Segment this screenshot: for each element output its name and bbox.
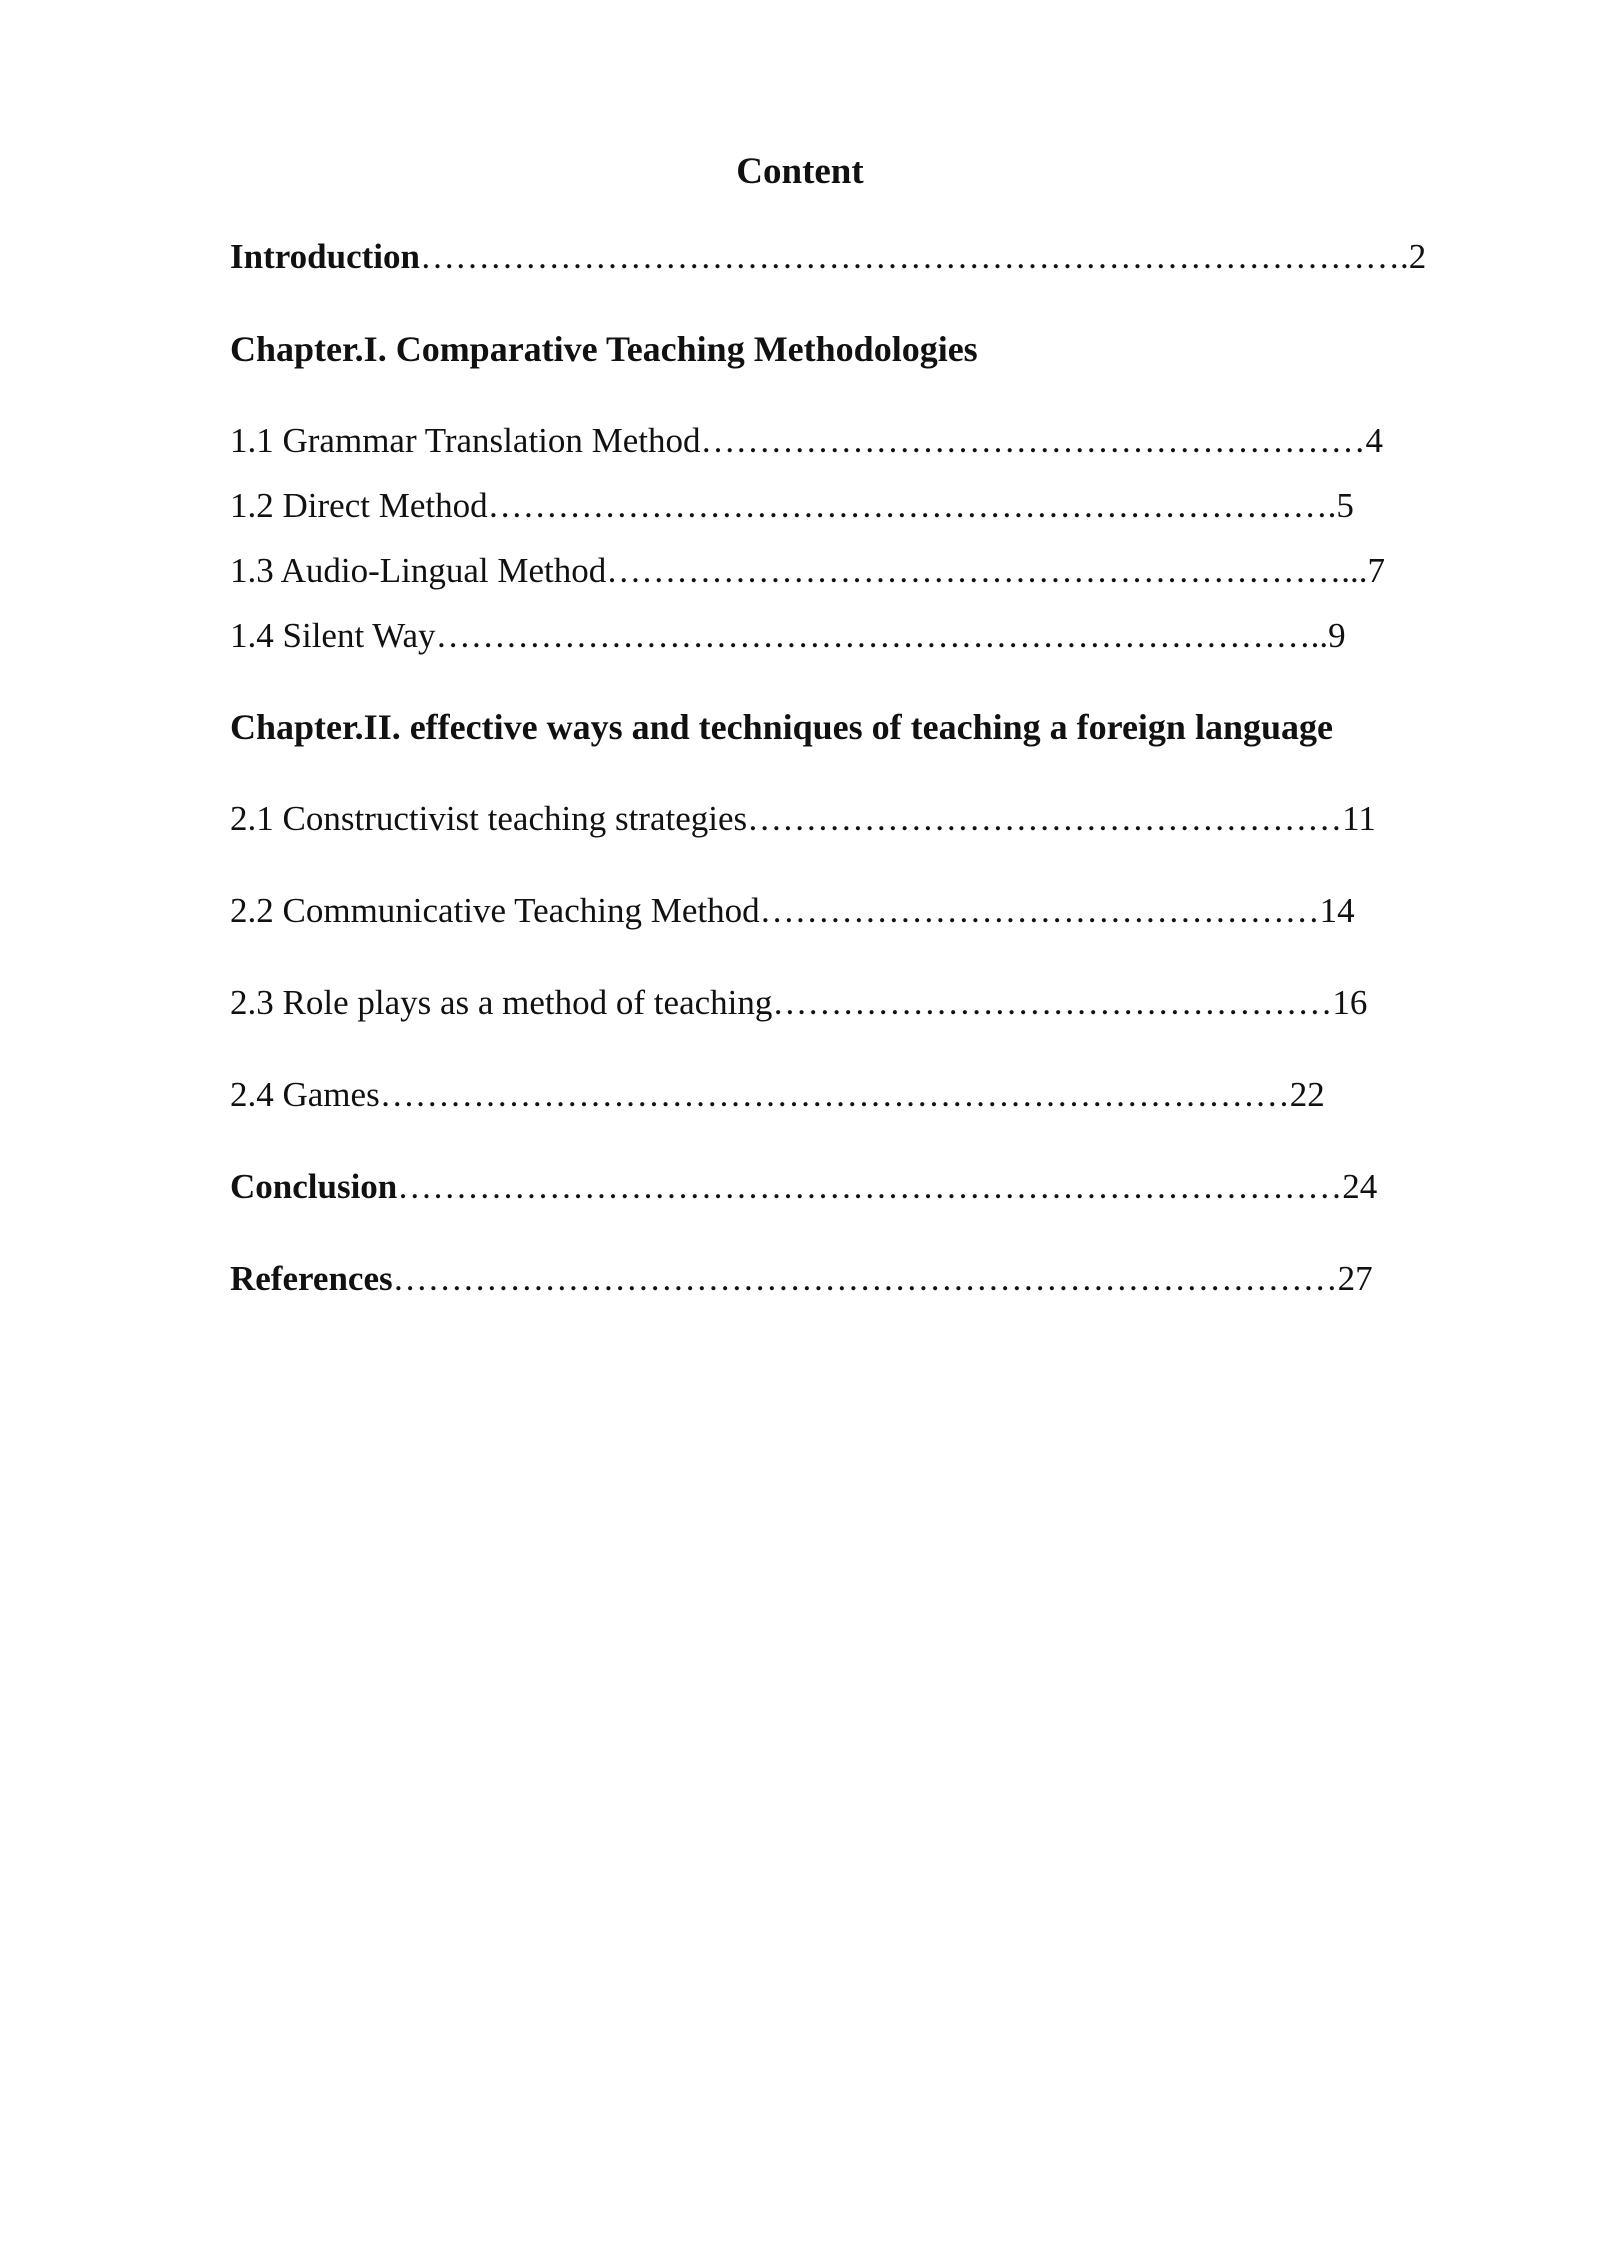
- toc-page-number: 4: [1365, 421, 1384, 460]
- toc-entry-1-2[interactable]: [230, 485, 1354, 527]
- toc-entry-2-3[interactable]: [230, 982, 1367, 1024]
- toc-leader-dots: ………………………………………………………………………: [397, 1167, 1343, 1206]
- toc-leader-dots: ………………………………………………………………………….: [419, 237, 1409, 276]
- toc-entry-label: 1.1 Grammar Translation Method: [230, 421, 701, 460]
- toc-leader-dots: ……………………………………………: [747, 799, 1343, 838]
- toc-entry-conclusion[interactable]: [230, 1166, 1377, 1208]
- page-title: Content: [736, 151, 864, 192]
- toc-page-number: 7: [1367, 551, 1385, 590]
- toc-leader-dots: ……………………………………………………………………: [379, 1075, 1290, 1114]
- toc-entry-label: Conclusion: [230, 1167, 398, 1206]
- toc-entry-label: References: [230, 1259, 393, 1298]
- toc-leader-dots: ………………………………………………………...: [606, 551, 1368, 590]
- toc-entry-label: 2.1 Constructivist teaching strategies: [230, 799, 748, 838]
- toc-page-number: 22: [1289, 1075, 1325, 1114]
- toc-page-number: 11: [1342, 799, 1376, 838]
- toc-entry-introduction[interactable]: [230, 236, 1426, 278]
- toc-entry-2-1[interactable]: [230, 798, 1376, 840]
- toc-page-number: 9: [1328, 616, 1346, 655]
- toc-entry-2-4[interactable]: [230, 1074, 1325, 1116]
- toc-page-number: 5: [1336, 486, 1354, 525]
- toc-entry-1-1[interactable]: [230, 420, 1383, 462]
- toc-leader-dots: …………………………………………………………………..: [435, 616, 1329, 655]
- toc-entry-label: 2.4 Games: [230, 1075, 380, 1114]
- toc-entry-2-2[interactable]: [230, 890, 1355, 932]
- toc-entry-1-4[interactable]: [230, 615, 1346, 657]
- toc-page-number: 2: [1408, 237, 1427, 276]
- toc-leader-dots: ……………………………………………………………….: [487, 486, 1337, 525]
- chapter-2-heading: Chapter.II. effective ways and techniques of teaching a foreign language: [230, 707, 1333, 747]
- toc-entry-label: 2.2 Communicative Teaching Method: [230, 891, 760, 930]
- toc-page-number: 16: [1332, 983, 1368, 1022]
- toc-leader-dots: …………………………………………: [772, 983, 1333, 1022]
- toc-entry-label: 1.2 Direct Method: [230, 486, 488, 525]
- toc-entry-1-3[interactable]: [230, 550, 1385, 592]
- toc-entry-label: Introduction: [230, 237, 420, 276]
- toc-leader-dots: ………………………………………………………………………: [392, 1259, 1338, 1298]
- toc-entry-label: 1.3 Audio-Lingual Method: [230, 551, 607, 590]
- toc-entry-label: 1.4 Silent Way: [230, 616, 436, 655]
- toc-page-number: 27: [1337, 1259, 1373, 1298]
- toc-entry-label: 2.3 Role plays as a method of teaching: [230, 983, 773, 1022]
- toc-page-number: 14: [1319, 891, 1355, 930]
- toc-entry-references[interactable]: [230, 1258, 1373, 1300]
- toc-leader-dots: …………………………………………………: [700, 421, 1366, 460]
- chapter-1-heading: Chapter.I. Comparative Teaching Methodologies: [230, 329, 978, 369]
- toc-page-number: 24: [1342, 1167, 1378, 1206]
- toc-leader-dots: …………………………………………: [759, 891, 1320, 930]
